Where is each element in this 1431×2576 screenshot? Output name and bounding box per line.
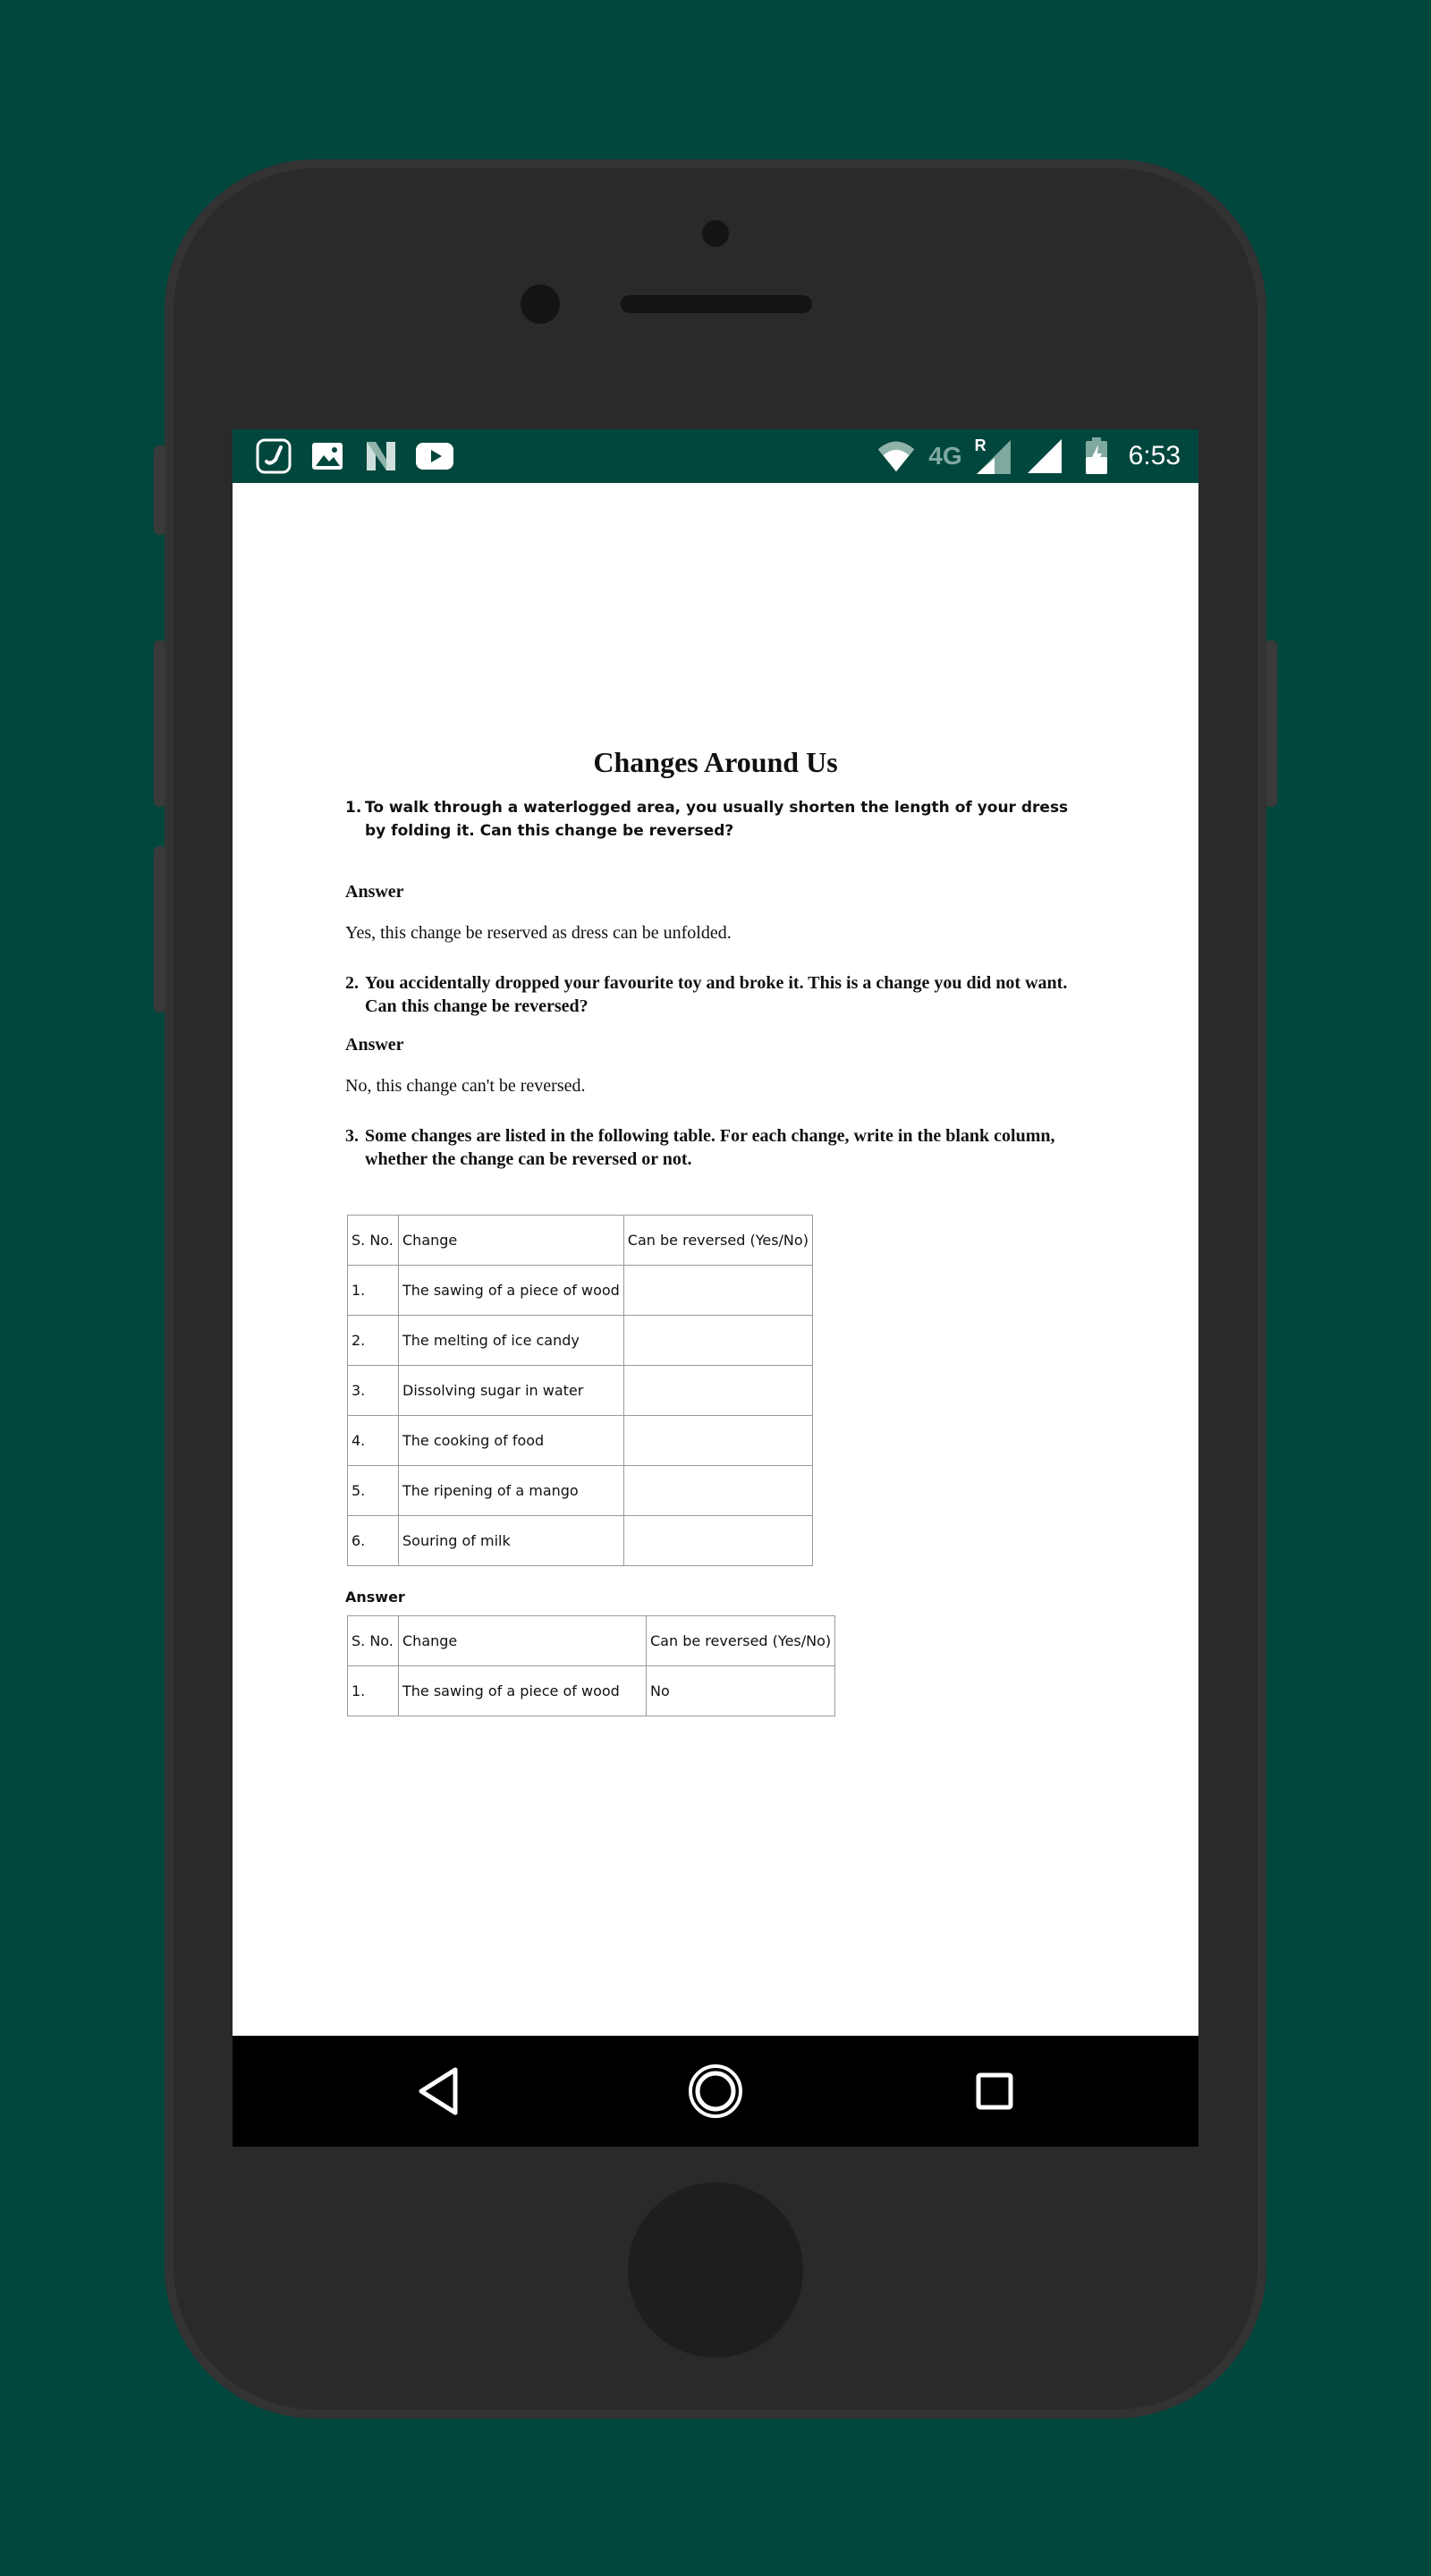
table-header-cell: S. No.: [348, 1216, 399, 1266]
signal-icon: [1025, 436, 1064, 476]
answer-table: [347, 1615, 835, 1716]
table-cell: [623, 1416, 812, 1466]
table-row: [348, 1316, 813, 1366]
n-app-icon: [361, 436, 401, 476]
roaming-label: R: [974, 436, 986, 454]
table-cell: 3.: [348, 1366, 399, 1416]
table-header-row: [348, 1616, 835, 1666]
table-row: [348, 1366, 813, 1416]
pdf-page[interactable]: [233, 483, 1198, 2036]
table-cell: 1.: [348, 1666, 399, 1716]
changes-table: [347, 1215, 813, 1566]
status-bar: [233, 429, 1198, 483]
answer-text: No, this change can't be reversed.: [345, 1076, 586, 1096]
table-row: [348, 1466, 813, 1516]
question-text: You accidentally dropped your favourite toy and broke it. This is a change you did not want. Can this change be reversed?: [365, 973, 1068, 1016]
table-cell: The ripening of a mango: [399, 1466, 624, 1516]
table-header-cell: Change: [399, 1216, 624, 1266]
table-header-row: [348, 1216, 813, 1266]
table-row: [348, 1516, 813, 1566]
question-text: To walk through a waterlogged area, you usually shorten the length of your dress by folding it. Can this change be reversed?: [365, 799, 1069, 840]
question-2: [345, 971, 1079, 1018]
table-cell: Dissolving sugar in water: [399, 1366, 624, 1416]
back-icon[interactable]: [410, 2063, 467, 2120]
table-row: [348, 1666, 835, 1716]
notification-icons: [254, 429, 454, 483]
home-icon[interactable]: [687, 2063, 744, 2120]
table-cell: 6.: [348, 1516, 399, 1566]
front-camera: [521, 284, 560, 324]
table-header-cell: Can be reversed (Yes/No): [647, 1616, 835, 1666]
youtube-icon: [415, 436, 454, 476]
system-status-icons: [876, 429, 1181, 483]
table-cell: 2.: [348, 1316, 399, 1366]
page-title: Changes Around Us: [593, 746, 838, 778]
table-cell: [623, 1316, 812, 1366]
recents-icon[interactable]: [966, 2063, 1023, 2120]
table-cell: [623, 1516, 812, 1566]
answer-label: Answer: [345, 1035, 404, 1055]
table-cell: No: [647, 1666, 835, 1716]
table-cell: 4.: [348, 1416, 399, 1466]
sensor-dot: [702, 220, 729, 247]
question-number: 1.: [345, 799, 362, 817]
battery-charging-icon: [1077, 436, 1116, 476]
table-cell: The sawing of a piece of wood: [399, 1666, 647, 1716]
earpiece-speaker: [621, 295, 812, 313]
phone-screen: [233, 429, 1198, 2147]
answer-label: Answer: [345, 1589, 405, 1606]
navigation-bar: [233, 2036, 1198, 2147]
gallery-icon: [308, 436, 347, 476]
table-header-cell: S. No.: [348, 1616, 399, 1666]
answer-text: Yes, this change be reserved as dress can be unfolded.: [345, 923, 732, 943]
wifi-icon: [876, 436, 916, 476]
question-number: 2.: [345, 973, 359, 993]
table-cell: [623, 1366, 812, 1416]
signal-roaming-icon: [975, 436, 1012, 476]
network-type-label: 4G: [928, 442, 962, 470]
saavn-app-icon: [254, 436, 293, 476]
answer-label: Answer: [345, 882, 404, 902]
table-header-cell: Change: [399, 1616, 647, 1666]
question-text: Some changes are listed in the following table. For each change, write in the blank column, whether the change can be reversed or not.: [365, 1126, 1055, 1169]
clock: 6:53: [1128, 441, 1181, 470]
table-cell: Souring of milk: [399, 1516, 624, 1566]
table-row: [348, 1416, 813, 1466]
table-cell: 1.: [348, 1266, 399, 1316]
table-row: [348, 1266, 813, 1316]
table-cell: [623, 1266, 812, 1316]
question-number: 3.: [345, 1126, 359, 1146]
physical-home-button[interactable]: [628, 2182, 803, 2358]
table-cell: [623, 1466, 812, 1516]
table-cell: The sawing of a piece of wood: [399, 1266, 624, 1316]
table-cell: The cooking of food: [399, 1416, 624, 1466]
question-3: [345, 1124, 1079, 1171]
power-button: [1265, 640, 1277, 807]
table-header-cell: Can be reversed (Yes/No): [623, 1216, 812, 1266]
table-cell: 5.: [348, 1466, 399, 1516]
question-1: [345, 796, 1079, 843]
table-cell: The melting of ice candy: [399, 1316, 624, 1366]
